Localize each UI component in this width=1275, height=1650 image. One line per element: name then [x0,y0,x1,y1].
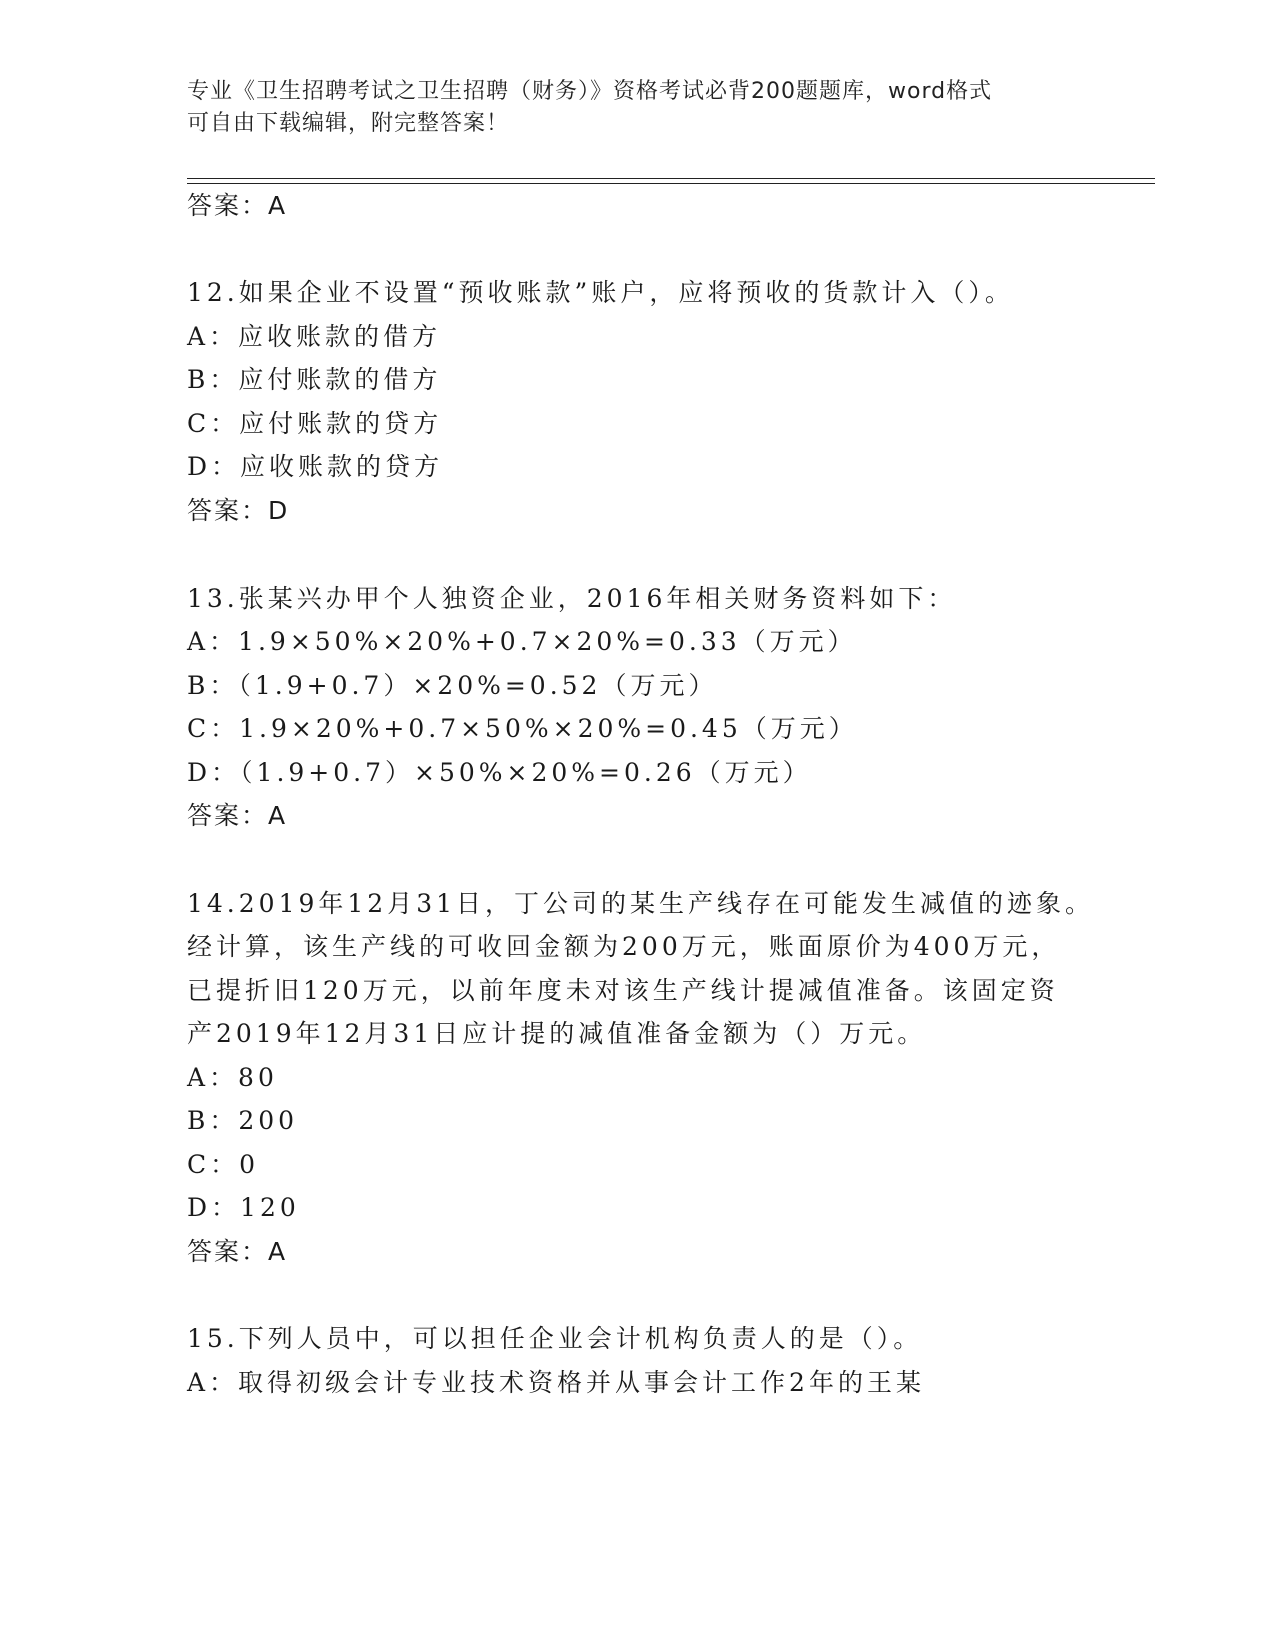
question-14-stem-line-2: 经计算，该生产线的可收回金额为200万元，账面原价为400万元， [187,932,1061,961]
question-14-stem-line-1: 14.2019年12月31日，丁公司的某生产线存在可能发生减值的迹象。 [187,889,1095,918]
question-13-option-a: A：1.9×50%×20%+0.7×20%=0.33（万元） [187,627,857,656]
question-13-option-b: B：（1.9+0.7）×20%=0.52（万元） [187,671,718,700]
question-15-stem: 15.下列人员中，可以担任企业会计机构负责人的是（）。 [187,1324,923,1353]
question-12-option-d: D：应收账款的贷方 [187,452,444,481]
answer-12: 答案：D [187,496,290,525]
question-12-stem: 12.如果企业不设置“预收账款”账户，应将预收的货款计入（）。 [187,278,1014,307]
document-header [187,76,1087,140]
question-12-option-a: A：应收账款的借方 [187,322,442,351]
header-rule-bottom [187,183,1155,184]
question-14-stem-line-4: 产2019年12月31日应计提的减值准备金额为（）万元。 [187,1019,927,1048]
answer-13: 答案：A [187,801,288,830]
header-rule-top [187,178,1155,179]
question-12-option-c: C：应付账款的贷方 [187,409,443,438]
question-14-option-d: D：120 [187,1193,300,1222]
question-14-option-a: A：80 [187,1063,278,1092]
header-line-2: 可自由下载编辑，附完整答案！ [187,111,510,136]
answer-14: 答案：A [187,1237,288,1266]
answer-11: 答案：A [187,191,288,220]
header-line-1: 专业《卫生招聘考试之卫生招聘（财务）》资格考试必背200题题库，word格式 [187,79,993,104]
question-12-option-b: B：应付账款的借方 [187,365,442,394]
question-13-stem: 13.张某兴办甲个人独资企业，2016年相关财务资料如下： [187,584,957,613]
question-14-option-b: B：200 [187,1106,299,1135]
question-13-option-d: D：（1.9+0.7）×50%×20%=0.26（万元） [187,758,812,787]
question-13-option-c: C：1.9×20%+0.7×50%×20%=0.45（万元） [187,714,858,743]
question-15-option-a: A：取得初级会计专业技术资格并从事会计工作2年的王某 [187,1368,925,1397]
question-14-stem-line-3: 已提折旧120万元，以前年度未对该生产线计提减值准备。该固定资 [187,976,1059,1005]
question-14-option-c: C：0 [187,1150,260,1179]
